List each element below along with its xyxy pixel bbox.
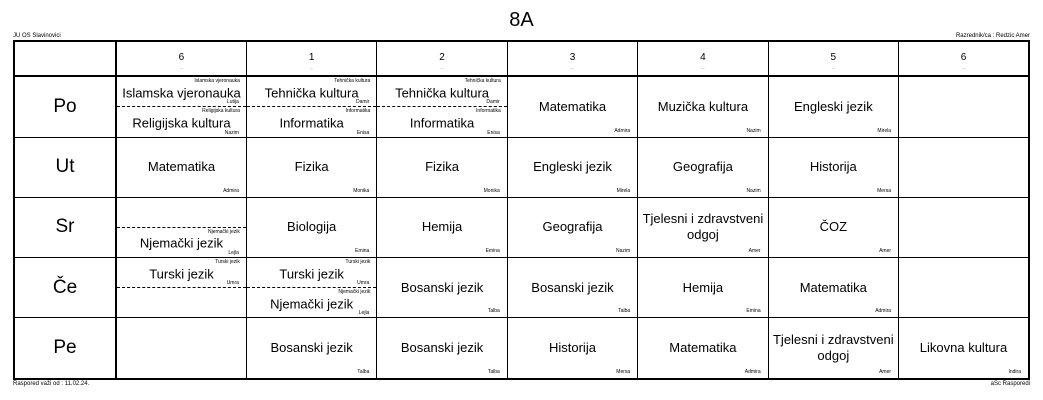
lesson — [508, 77, 637, 137]
lesson-cell — [507, 197, 637, 257]
lesson-cell — [116, 76, 246, 137]
period-header — [638, 41, 768, 76]
subject-name: Turski jezik — [149, 266, 214, 282]
subject-name: Engleski jezik — [533, 159, 612, 175]
generator-credit: aSc Rasporedi — [990, 381, 1030, 387]
period-time: — — [440, 66, 444, 70]
day-row — [14, 137, 1029, 197]
lesson-cell — [507, 258, 637, 318]
lesson — [377, 318, 506, 378]
subject-name: Tjelesni i zdravstveni odgoj — [772, 332, 894, 364]
lesson-cell — [899, 76, 1029, 137]
teacher-name: Umra — [357, 280, 370, 287]
lesson-group — [377, 107, 506, 136]
class-title: 8A — [509, 9, 534, 31]
lesson-group — [247, 258, 376, 288]
corner-cell — [14, 41, 116, 76]
teacher-name: Amer — [879, 248, 892, 254]
split-lesson — [247, 77, 376, 137]
lesson — [247, 198, 376, 257]
lesson-group — [377, 77, 506, 107]
lesson-cell — [507, 137, 637, 197]
day-label: Po — [14, 76, 116, 137]
lesson-cell — [246, 137, 376, 197]
teacher-name: Nazim — [746, 127, 761, 134]
lesson-cell — [377, 258, 507, 318]
lesson-cell — [899, 197, 1029, 257]
teacher-name: Lejla — [228, 250, 239, 256]
teacher-name: Enisa — [356, 129, 370, 136]
lesson-cell — [116, 318, 246, 379]
period-header — [768, 41, 898, 76]
group-label: Turski jezik — [215, 259, 240, 265]
period-header — [377, 41, 507, 76]
period-header-row — [14, 41, 1029, 76]
teacher-name: Amer — [748, 248, 761, 254]
split-lesson — [117, 77, 246, 137]
lesson — [377, 198, 506, 257]
teacher-name: Nazim — [224, 129, 239, 136]
lesson — [769, 198, 898, 257]
lesson-group — [117, 228, 246, 257]
homeroom-teacher: Razrednik/ca : Redzic Amer — [955, 33, 1030, 39]
lesson-cell — [377, 318, 507, 379]
day-label: Če — [14, 258, 116, 318]
lesson-group — [117, 107, 246, 136]
period-number: 6 — [960, 52, 967, 63]
period-number: 6 — [178, 52, 185, 63]
lesson-cell — [768, 137, 898, 197]
day-row — [14, 318, 1029, 379]
teacher-name: Admira — [614, 127, 631, 134]
subject-name: Bosanski jezik — [400, 279, 484, 295]
teacher-name: Talba — [487, 308, 500, 315]
period-time: — — [701, 66, 705, 70]
lesson-cell — [899, 258, 1029, 318]
lesson — [247, 318, 376, 378]
lesson — [769, 138, 898, 197]
teacher-name: Nazim — [616, 248, 631, 254]
period-time: — — [310, 66, 314, 70]
lesson-cell — [638, 258, 768, 318]
subject-name: Matematika — [669, 340, 737, 356]
teacher-name: Mersa — [616, 369, 631, 375]
lesson-cell — [507, 76, 637, 137]
day-row — [14, 76, 1029, 137]
subject-name: Bosanski jezik — [400, 340, 484, 356]
lesson — [638, 138, 767, 197]
period-header — [246, 41, 376, 76]
subject-name: Biologija — [287, 219, 337, 235]
subject-name: Fizika — [294, 159, 329, 175]
subject-name: Historija — [548, 340, 596, 356]
period-time: — — [179, 66, 183, 70]
subject-name: Likovna kultura — [919, 340, 1008, 356]
teacher-name: Monika — [353, 187, 370, 194]
lesson-group — [247, 288, 376, 317]
lesson — [377, 138, 506, 197]
subject-name: Religijska kultura — [132, 115, 231, 131]
teacher-name: Lutija — [226, 99, 239, 106]
lesson — [508, 318, 637, 378]
lesson — [508, 198, 637, 257]
lesson-group — [247, 77, 376, 107]
subject-name: Tehnička kultura — [395, 85, 490, 101]
subject-name: Bosanski jezik — [531, 279, 614, 295]
subject-name: Turski jezik — [279, 266, 344, 282]
teacher-name: Mirela — [616, 187, 631, 194]
teacher-name: Mersa — [877, 187, 892, 194]
lesson-cell — [246, 318, 376, 379]
lesson-cell — [116, 258, 246, 318]
subject-name: Informatika — [279, 115, 344, 131]
day-label: Pe — [14, 318, 116, 379]
lesson-cell — [116, 137, 246, 197]
valid-from: Raspored važi od : 11.02.24. — [13, 381, 90, 387]
timetable — [13, 40, 1030, 380]
subject-name: Tjelesni i zdravstveni odgoj — [642, 211, 764, 243]
subject-name: Fizika — [425, 159, 460, 175]
period-time: — — [962, 66, 966, 70]
subject-name: Tehnička kultura — [264, 85, 359, 101]
lesson — [638, 77, 767, 137]
teacher-name: Damir — [486, 99, 500, 106]
lesson — [638, 258, 767, 317]
teacher-name: Admira — [875, 308, 892, 315]
period-number: 4 — [700, 52, 706, 63]
group-label: Islamska vjeronauka — [194, 78, 240, 84]
lesson — [899, 318, 1028, 378]
subject-name: ČOZ — [819, 219, 848, 235]
teacher-name: Damir — [356, 99, 370, 106]
group-label: Njemački jezik — [338, 289, 371, 296]
teacher-name: Nazim — [746, 187, 761, 194]
group-label: Turski jezik — [345, 259, 371, 265]
lesson — [769, 258, 898, 317]
teacher-name: Talba — [357, 369, 370, 375]
lesson-cell — [768, 197, 898, 257]
group-label: Informatika — [476, 108, 501, 115]
lesson-cell — [116, 197, 246, 257]
subject-name: Matematika — [799, 279, 867, 295]
teacher-name: Mirela — [877, 127, 892, 134]
lesson-cell — [768, 258, 898, 318]
subject-name: Engleski jezik — [793, 98, 873, 114]
lesson — [769, 318, 898, 378]
lesson-cell — [638, 76, 768, 137]
subject-name: Historija — [809, 159, 857, 175]
lesson-group — [117, 288, 246, 317]
teacher-name: Monika — [483, 187, 500, 194]
day-row — [14, 197, 1029, 257]
lesson-cell — [377, 76, 507, 137]
day-label: Ut — [14, 137, 116, 197]
subject-name: Njemački jezik — [139, 236, 223, 252]
teacher-name: Enisa — [487, 129, 500, 136]
period-number: 3 — [569, 52, 576, 63]
subject-name: Muzička kultura — [657, 98, 749, 114]
lesson-group — [117, 258, 246, 288]
lesson-group — [247, 107, 376, 136]
lesson-cell — [638, 197, 768, 257]
teacher-name: Talba — [487, 369, 500, 375]
lesson — [377, 258, 506, 317]
period-time: — — [570, 66, 574, 70]
lesson — [508, 258, 637, 317]
lesson-cell — [638, 318, 768, 379]
period-header — [507, 41, 637, 76]
lesson — [638, 198, 767, 257]
lesson-cell — [246, 76, 376, 137]
split-lesson — [247, 258, 376, 317]
lesson — [247, 138, 376, 197]
teacher-name: Emina — [746, 308, 761, 315]
subject-name: Bosanski jezik — [270, 340, 353, 356]
teacher-name: Admira — [744, 369, 761, 375]
lesson — [638, 318, 767, 378]
lesson — [508, 138, 637, 197]
group-label: Njemački jezik — [207, 228, 240, 235]
lesson — [769, 77, 898, 137]
lesson-cell — [768, 76, 898, 137]
group-label: Informatika — [345, 108, 371, 115]
teacher-name: Emina — [485, 248, 500, 254]
teacher-name: Amer — [879, 369, 892, 375]
lesson-cell — [899, 137, 1029, 197]
split-lesson — [377, 77, 506, 137]
day-label: Sr — [14, 197, 116, 257]
school-name: JU OS Slavinovici — [13, 33, 61, 39]
subject-name: Geografija — [672, 159, 733, 175]
lesson-cell — [507, 318, 637, 379]
split-lesson — [117, 258, 246, 317]
subject-name: Hemija — [421, 219, 463, 235]
subject-name: Njemački jezik — [270, 296, 354, 312]
group-label: Religijska kultura — [202, 108, 240, 115]
teacher-name: Talba — [618, 308, 631, 315]
subject-name: Geografija — [542, 219, 603, 235]
teacher-name: Emina — [355, 248, 370, 254]
lesson-cell — [899, 318, 1029, 379]
period-number: 1 — [308, 52, 315, 63]
split-lesson — [117, 198, 246, 257]
subject-name: Matematika — [147, 159, 216, 175]
teacher-name: Lejla — [358, 310, 370, 317]
lesson-group — [117, 198, 246, 228]
lesson-cell — [246, 197, 376, 257]
period-time: — — [831, 66, 835, 70]
teacher-name: Umra — [226, 280, 239, 287]
group-label: Tehnička kultura — [464, 78, 501, 84]
lesson-cell — [377, 197, 507, 257]
subject-name: Informatika — [409, 115, 475, 131]
teacher-name: Admira — [223, 187, 239, 194]
period-header — [899, 41, 1029, 76]
lesson-cell — [768, 318, 898, 379]
day-row — [14, 258, 1029, 318]
period-header — [116, 41, 246, 76]
lesson-group — [117, 77, 246, 107]
period-number: 2 — [439, 52, 445, 63]
lesson-cell — [246, 258, 376, 318]
subject-name: Islamska vjeronauka — [122, 85, 241, 101]
lesson-cell — [377, 137, 507, 197]
subject-name: Matematika — [538, 98, 607, 114]
period-number: 5 — [830, 52, 837, 63]
lesson — [117, 138, 246, 197]
teacher-name: Indira — [1008, 369, 1021, 375]
group-label: Tehnička kultura — [334, 78, 371, 84]
subject-name: Hemija — [682, 279, 724, 295]
lesson-cell — [638, 137, 768, 197]
